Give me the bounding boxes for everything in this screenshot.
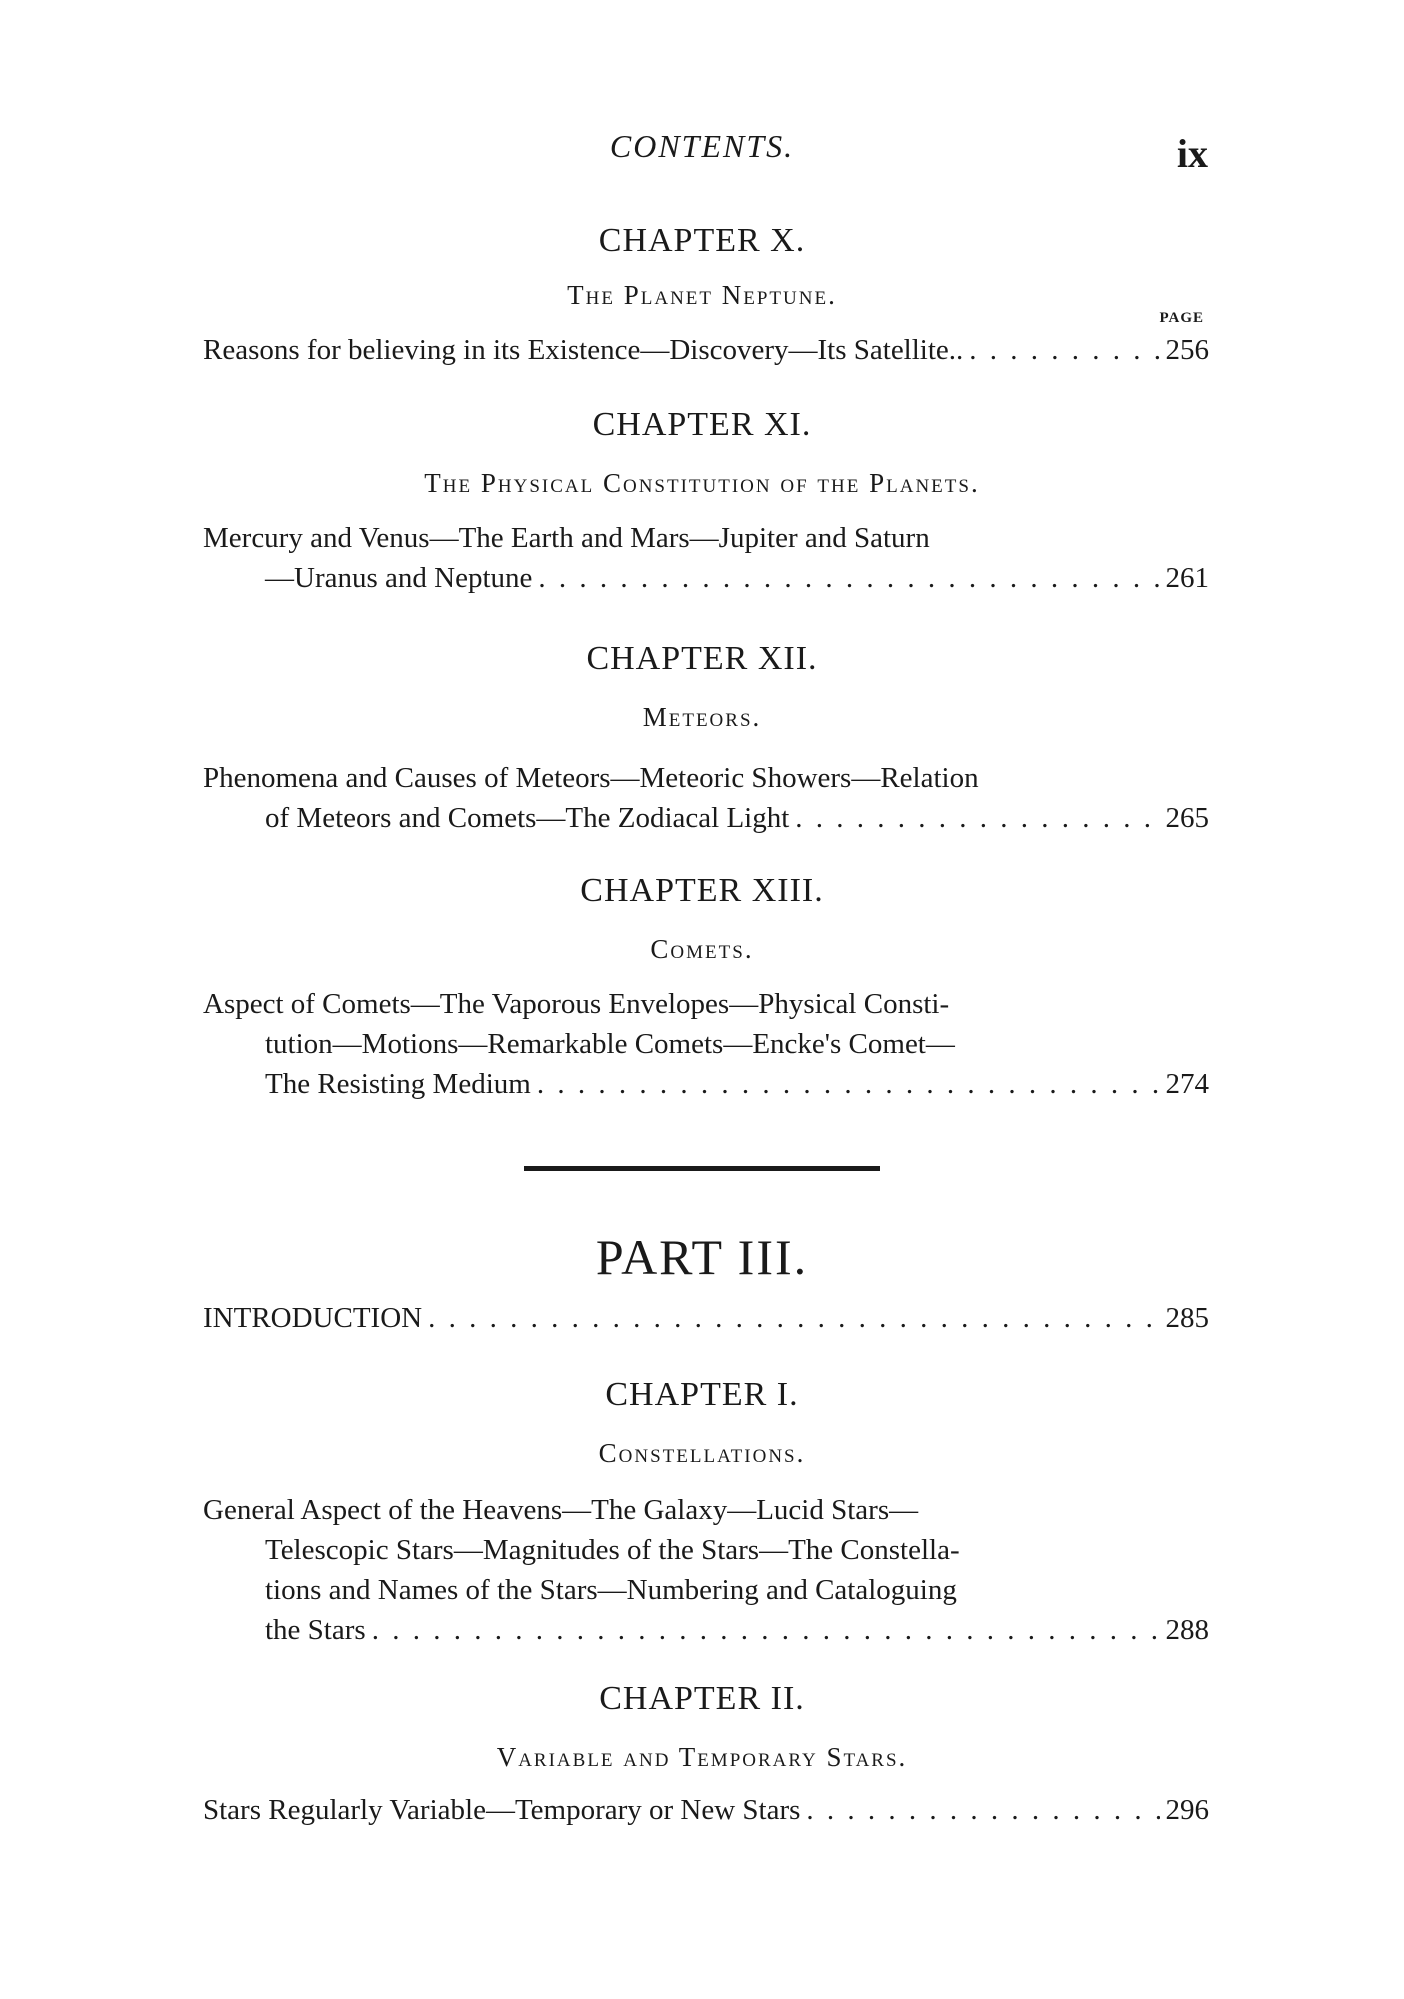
chapter-heading: CHAPTER I.	[605, 1376, 799, 1413]
chapter-title: Meteors.	[642, 702, 762, 732]
toc-entry-text: —Uranus and Neptune	[265, 562, 533, 594]
toc-entry-text: INTRODUCTION	[203, 1302, 423, 1334]
toc-entry-line	[203, 1064, 1209, 1104]
toc-entry-text: General Aspect of the Heavens—The Galaxy—Lucid Stars—	[203, 1494, 919, 1526]
toc-page-number: 256	[1165, 334, 1209, 366]
page-number: ix	[1176, 131, 1208, 176]
toc-entry-line	[203, 798, 1209, 838]
toc-page-number: 261	[1165, 562, 1209, 594]
toc-entry-line	[203, 1610, 1209, 1650]
part-heading: PART III.	[595, 1229, 809, 1285]
toc-entry[interactable]	[203, 1490, 1209, 1650]
toc-entry-text: Telescopic Stars—Magnitudes of the Stars—The Constella-	[265, 1534, 960, 1566]
toc-entry[interactable]	[203, 1790, 1209, 1830]
toc-entry-text: The Resisting Medium	[265, 1068, 531, 1100]
toc-entry[interactable]	[203, 984, 1209, 1104]
toc-entry-text: Reasons for believing in its Existence—Discovery—Its Satellite..	[203, 334, 964, 366]
toc-entry-line	[203, 330, 1209, 370]
toc-entry-text: Mercury and Venus—The Earth and Mars—Jupiter and Saturn	[203, 522, 930, 554]
toc-entry[interactable]	[203, 758, 1209, 838]
toc-entry-text: tution—Motions—Remarkable Comets—Encke's Comet—	[265, 1028, 955, 1060]
toc-entry-line	[203, 558, 1209, 598]
toc-entry[interactable]	[203, 518, 1209, 598]
toc-page-number: 265	[1165, 802, 1209, 834]
toc-entry-text: the Stars	[265, 1614, 366, 1646]
chapter-title: Constellations.	[598, 1438, 806, 1468]
toc-entry-line	[203, 1790, 1209, 1830]
toc-entry-text: of Meteors and Comets—The Zodiacal Light	[265, 802, 790, 834]
page-column-label: PAGE	[1159, 310, 1204, 326]
section-divider	[524, 1166, 880, 1171]
toc-entry-text: Phenomena and Causes of Meteors—Meteoric Showers—Relation	[203, 762, 979, 794]
chapter-title: The Physical Constitution of the Planets.	[424, 468, 980, 498]
toc-entry-text: Stars Regularly Variable—Temporary or New Stars	[203, 1794, 801, 1826]
chapter-title: Variable and Temporary Stars.	[496, 1742, 908, 1772]
toc-page-number: 274	[1165, 1068, 1209, 1100]
toc-entry-introduction[interactable]	[203, 1298, 1209, 1338]
toc-entry-line	[203, 1298, 1209, 1338]
chapter-heading: CHAPTER XI.	[592, 406, 812, 443]
chapter-heading: CHAPTER II.	[599, 1680, 805, 1717]
toc-page-number: 285	[1165, 1302, 1209, 1334]
chapter-title: Comets.	[650, 934, 754, 964]
chapter-title: The Planet Neptune.	[567, 280, 837, 310]
chapter-heading: CHAPTER XIII.	[580, 872, 824, 909]
toc-entry[interactable]	[203, 330, 1209, 370]
toc-entry-text: tions and Names of the Stars—Numbering and Cataloguing	[265, 1574, 957, 1606]
running-title: CONTENTS.	[609, 128, 795, 164]
chapter-heading: CHAPTER XII.	[586, 640, 818, 677]
toc-entry-text: Aspect of Comets—The Vaporous Envelopes—Physical Consti-	[203, 988, 950, 1020]
toc-page-number: 296	[1165, 1794, 1209, 1826]
toc-page-number: 288	[1165, 1614, 1209, 1646]
chapter-heading: CHAPTER X.	[598, 222, 806, 259]
